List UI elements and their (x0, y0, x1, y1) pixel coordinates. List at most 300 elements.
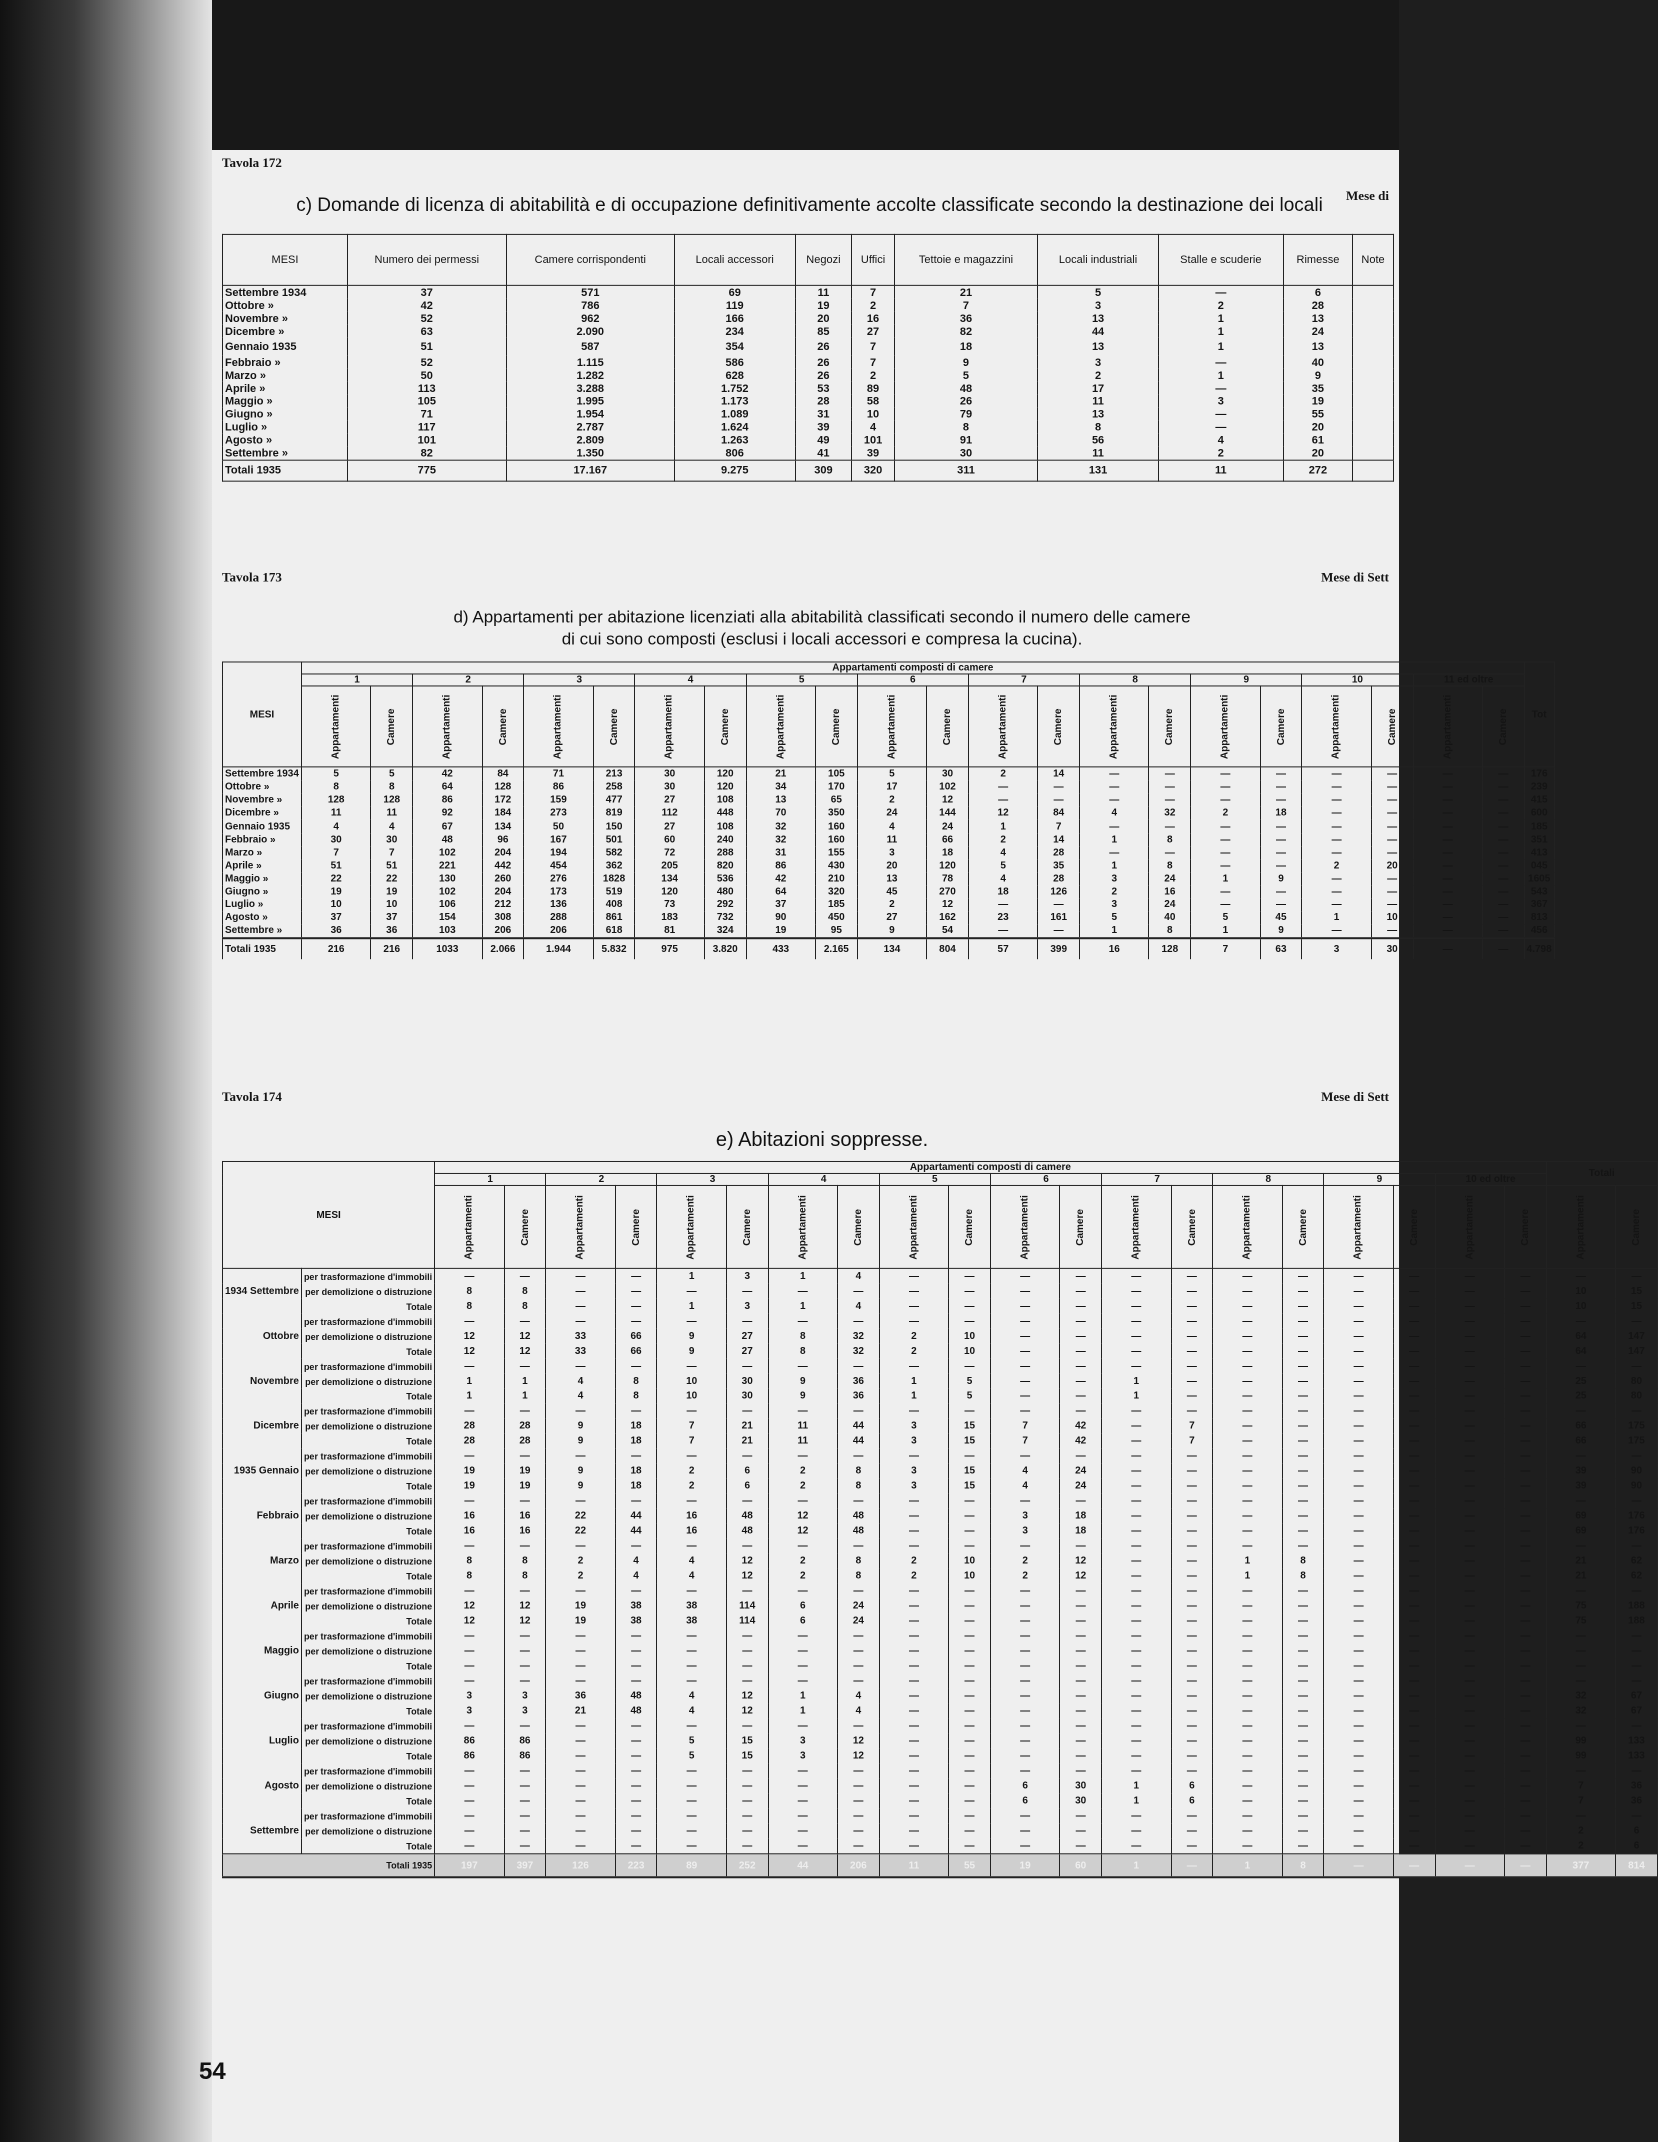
data-cell: — (1435, 1299, 1504, 1314)
appartamenti-subheader (1213, 1185, 1282, 1268)
data-cell: 8 (1038, 421, 1159, 434)
data-cell: — (1102, 1718, 1171, 1733)
data-cell: 12 (726, 1554, 768, 1569)
appartamenti-subheader-text: Appartamenti (1019, 1194, 1031, 1260)
data-cell: 2 (768, 1479, 837, 1494)
data-cell: 73 (635, 898, 704, 911)
data-cell: — (1171, 1823, 1213, 1838)
data-cell: 15 (949, 1434, 991, 1449)
data-cell: 95 (816, 924, 858, 938)
data-cell: 1 (435, 1389, 504, 1404)
data-cell: — (1504, 1838, 1546, 1853)
data-cell: — (1435, 1539, 1504, 1554)
data-cell: 30 (1060, 1778, 1102, 1793)
data-cell: — (1191, 819, 1260, 833)
data-cell: 22 (301, 872, 370, 885)
data-cell: — (1282, 1419, 1324, 1434)
data-cell: — (1413, 780, 1482, 793)
table-row (223, 806, 1555, 819)
camere-subheader (482, 686, 524, 767)
data-cell: — (1435, 1643, 1504, 1658)
data-cell: — (1504, 1823, 1546, 1838)
data-cell: 15 (1616, 1284, 1658, 1299)
data-cell: 136 (524, 898, 593, 911)
data-cell: 183 (635, 911, 704, 924)
data-cell: — (1060, 1748, 1102, 1763)
data-cell: 13 (1283, 338, 1352, 356)
data-cell: — (726, 1838, 768, 1853)
data-cell: — (768, 1778, 837, 1793)
row-kind-label: per demolizione o distruzione (301, 1284, 434, 1299)
data-cell: — (726, 1539, 768, 1554)
totals-cell: 9.275 (674, 460, 795, 481)
data-cell: 133 (1616, 1733, 1658, 1748)
data-cell: 8 (435, 1284, 504, 1299)
totals-cell: 775 (347, 460, 506, 481)
table-row (223, 1763, 1658, 1778)
data-cell: 188 (1616, 1614, 1658, 1629)
data-cell: — (1171, 1658, 1213, 1673)
data-cell: 11 (857, 833, 926, 846)
data-cell: 234 (674, 325, 795, 338)
data-cell: 15 (949, 1419, 991, 1434)
data-cell: 3 (879, 1419, 948, 1434)
data-cell: 101 (852, 434, 894, 447)
data-cell: 44 (838, 1434, 880, 1449)
data-cell: — (949, 1584, 991, 1599)
data-cell: — (768, 1539, 837, 1554)
data-cell: 90 (1616, 1464, 1658, 1479)
data-cell: — (1393, 1778, 1435, 1793)
table-row (223, 1434, 1658, 1449)
data-cell: 24 (838, 1599, 880, 1614)
data-cell: 172 (482, 793, 524, 806)
data-cell: 8 (435, 1554, 504, 1569)
row-kind-label: per demolizione o distruzione (301, 1329, 434, 1344)
data-cell: 30 (635, 767, 704, 780)
data-cell: — (1393, 1718, 1435, 1733)
data-cell: — (990, 1614, 1059, 1629)
data-cell: — (615, 1404, 657, 1419)
appartamenti-subheader-text: Appartamenti (1353, 1194, 1365, 1260)
data-cell: 42 (1060, 1434, 1102, 1449)
data-cell: 3 (435, 1703, 504, 1718)
data-cell: 28 (435, 1434, 504, 1449)
row-kind-label: per demolizione o distruzione (301, 1688, 434, 1703)
data-cell: — (949, 1703, 991, 1718)
data-cell: — (768, 1584, 837, 1599)
data-cell: 806 (674, 447, 795, 460)
totals-cell: 1 (1213, 1854, 1282, 1877)
data-cell: 30 (726, 1389, 768, 1404)
data-cell: — (1546, 1404, 1615, 1419)
table-row (223, 1419, 1658, 1434)
data-cell: — (879, 1718, 948, 1733)
data-cell: — (1371, 780, 1413, 793)
totals-cell: 377 (1546, 1854, 1615, 1877)
data-cell: — (726, 1449, 768, 1464)
data-cell: 147 (1616, 1329, 1658, 1344)
data-cell: 30 (927, 767, 969, 780)
data-cell: 113 (347, 382, 506, 395)
camere-subheader-text: Camere (1075, 1208, 1087, 1246)
data-cell: — (435, 1823, 504, 1838)
data-cell (1353, 299, 1394, 312)
data-cell: — (1504, 1629, 1546, 1644)
data-cell: — (1435, 1284, 1504, 1299)
data-cell: 7 (1171, 1419, 1213, 1434)
data-cell: — (1171, 1464, 1213, 1479)
data-cell: 4 (1158, 434, 1283, 447)
data-cell: — (657, 1808, 726, 1823)
data-cell: 21 (746, 767, 815, 780)
table-row (223, 1718, 1658, 1733)
row-kind-label: Totale (301, 1344, 434, 1359)
data-cell: 2 (990, 1569, 1059, 1584)
data-cell: 85 (795, 325, 852, 338)
data-cell: — (1213, 1703, 1282, 1718)
data-cell: — (1616, 1449, 1658, 1464)
data-cell: — (1393, 1524, 1435, 1539)
data-cell: 7 (852, 285, 894, 298)
data-cell: — (768, 1838, 837, 1853)
data-cell: 28 (504, 1419, 546, 1434)
data-cell: 48 (615, 1688, 657, 1703)
data-cell: — (949, 1284, 991, 1299)
table-row (223, 1509, 1658, 1524)
camere-subheader (1060, 1185, 1102, 1268)
data-cell: — (879, 1733, 948, 1748)
data-cell: — (1504, 1404, 1546, 1419)
data-cell: 12 (726, 1688, 768, 1703)
data-cell: 11 (371, 806, 413, 819)
table-row (223, 1404, 1658, 1419)
table-row (223, 1614, 1658, 1629)
month-label: Settembre 1934 (223, 767, 302, 780)
data-cell: — (657, 1539, 726, 1554)
table-row (223, 1479, 1658, 1494)
data-cell: — (1191, 885, 1260, 898)
data-cell: — (1260, 885, 1302, 898)
camere-subheader-text: Camere (964, 1208, 976, 1246)
data-cell: — (1482, 833, 1524, 846)
data-cell: — (546, 1359, 615, 1374)
rooms-group-header: 6 (857, 674, 968, 686)
group-header: Appartamenti composti di camere (435, 1161, 1547, 1173)
data-cell: — (1393, 1733, 1435, 1748)
data-cell: — (435, 1404, 504, 1419)
data-cell: — (990, 1658, 1059, 1673)
data-cell: — (435, 1359, 504, 1374)
data-cell: 1 (657, 1299, 726, 1314)
data-cell: — (1504, 1808, 1546, 1823)
data-cell: — (1324, 1569, 1393, 1584)
row-kind-label: Totale (301, 1838, 434, 1853)
data-cell: — (1102, 1688, 1171, 1703)
table-row (223, 434, 1394, 447)
data-cell: 51 (301, 859, 370, 872)
totals-cell: 7 (1191, 938, 1260, 959)
totals-cell: 30 (1371, 938, 1413, 959)
table-row (223, 1554, 1658, 1569)
table-row (223, 1688, 1658, 1703)
data-cell: 28 (1038, 846, 1080, 859)
data-cell: 4 (838, 1268, 880, 1283)
data-cell: — (879, 1268, 948, 1283)
data-cell: — (1060, 1449, 1102, 1464)
data-cell: 185 (1524, 819, 1554, 833)
data-cell: — (949, 1524, 991, 1539)
data-cell: — (546, 1793, 615, 1808)
totals-cell: 4.798 (1524, 938, 1554, 959)
data-cell: — (949, 1299, 991, 1314)
data-cell: 45 (1260, 911, 1302, 924)
data-cell: — (435, 1793, 504, 1808)
data-cell: — (949, 1793, 991, 1808)
data-cell: 90 (1616, 1479, 1658, 1494)
data-cell: — (1171, 1733, 1213, 1748)
appartamenti-subheader (1435, 1185, 1504, 1268)
data-cell: 1 (1302, 911, 1371, 924)
data-cell: — (1413, 911, 1482, 924)
camere-subheader-text: Camere (1275, 708, 1287, 745)
data-cell: — (1324, 1763, 1393, 1778)
data-cell: 90 (746, 911, 815, 924)
data-cell: 7 (657, 1419, 726, 1434)
data-cell: 63 (347, 325, 506, 338)
data-cell: 2 (968, 767, 1037, 780)
camere-subheader-text: Camere (719, 708, 731, 745)
data-cell: 50 (524, 819, 593, 833)
data-cell: 75 (1546, 1614, 1615, 1629)
data-cell: 3 (1080, 872, 1149, 885)
data-cell: — (1324, 1524, 1393, 1539)
data-cell: 86 (746, 859, 815, 872)
data-cell: 9 (894, 356, 1038, 369)
data-cell: — (504, 1629, 546, 1644)
data-cell: — (1213, 1808, 1282, 1823)
data-cell: — (949, 1688, 991, 1703)
data-cell: 415 (1524, 793, 1554, 806)
rooms-group-header: 5 (879, 1173, 990, 1185)
data-cell: — (435, 1629, 504, 1644)
tavola-173-title-line1: d) Appartamenti per abitazione licenziati alla abitabilità classificati secondo il numero delle camere (453, 607, 1191, 627)
data-cell: — (1393, 1434, 1435, 1449)
data-cell: — (1302, 780, 1371, 793)
data-cell: — (1191, 767, 1260, 780)
data-cell: — (1102, 1673, 1171, 1688)
camere-subheader-text: Camere (630, 1208, 642, 1246)
totals-cell: 197 (435, 1854, 504, 1877)
data-cell: — (657, 1823, 726, 1838)
data-cell: 160 (816, 819, 858, 833)
appartamenti-subheader (746, 686, 815, 767)
data-cell: 288 (704, 846, 746, 859)
data-cell: — (1171, 1479, 1213, 1494)
row-kind-label: Totale (301, 1299, 434, 1314)
data-cell: — (1324, 1479, 1393, 1494)
data-cell: — (1260, 846, 1302, 859)
data-cell: — (546, 1584, 615, 1599)
data-cell: — (657, 1629, 726, 1644)
data-cell: — (504, 1359, 546, 1374)
data-cell: 3 (1080, 898, 1149, 911)
data-cell: — (990, 1808, 1059, 1823)
totals-cell: 311 (894, 460, 1038, 481)
data-cell: 14 (1038, 833, 1080, 846)
data-cell: 9 (546, 1479, 615, 1494)
column-header: Tettoie e magazzini (894, 234, 1038, 285)
data-cell: 71 (347, 408, 506, 421)
data-cell (1353, 447, 1394, 460)
data-cell: 27 (635, 793, 704, 806)
data-cell: — (1413, 833, 1482, 846)
column-header: Camere corrispondenti (506, 234, 674, 285)
camere-subheader-text: Camere (608, 708, 620, 745)
data-cell: — (1102, 1404, 1171, 1419)
rooms-group-header: 10 (1302, 674, 1413, 686)
data-cell: — (1546, 1359, 1615, 1374)
month-label: Aprile » (223, 382, 348, 395)
data-cell: — (1191, 780, 1260, 793)
data-cell: 618 (593, 924, 635, 938)
data-cell: 1.350 (506, 447, 674, 460)
data-cell: 20 (1283, 421, 1352, 434)
data-cell: — (838, 1718, 880, 1733)
totals-cell: 134 (857, 938, 926, 959)
data-cell: — (1504, 1793, 1546, 1808)
data-cell: 3 (857, 846, 926, 859)
data-cell: 12 (927, 793, 969, 806)
data-cell: — (949, 1509, 991, 1524)
data-cell: — (768, 1673, 837, 1688)
data-cell: 48 (413, 833, 482, 846)
data-cell: 16 (504, 1524, 546, 1539)
data-cell: — (1282, 1494, 1324, 1509)
data-cell: 8 (838, 1479, 880, 1494)
data-cell: 28 (1038, 872, 1080, 885)
data-cell: 10 (1546, 1299, 1615, 1314)
data-cell: 786 (506, 299, 674, 312)
month-label: Febbraio (223, 1494, 302, 1539)
data-cell: — (1060, 1703, 1102, 1718)
data-cell: — (1435, 1389, 1504, 1404)
data-cell: — (657, 1404, 726, 1419)
data-cell: — (546, 1748, 615, 1763)
data-cell: 7 (1038, 819, 1080, 833)
data-cell: 4 (657, 1703, 726, 1718)
data-cell: — (1504, 1778, 1546, 1793)
data-cell: — (1213, 1584, 1282, 1599)
rooms-group-header: 11 ed oltre (1413, 674, 1524, 686)
rooms-group-header: 6 (990, 1173, 1101, 1185)
data-cell: — (1324, 1284, 1393, 1299)
data-cell: 45 (857, 885, 926, 898)
data-cell: — (949, 1778, 991, 1793)
data-cell: 239 (1524, 780, 1554, 793)
data-cell: — (1213, 1359, 1282, 1374)
data-cell: — (1213, 1733, 1282, 1748)
data-cell: — (1158, 408, 1283, 421)
data-cell: 20 (795, 312, 852, 325)
totals-cell: 63 (1260, 938, 1302, 959)
totals-cell: 3.820 (704, 938, 746, 959)
appartamenti-subheader-text: Appartamenti (463, 1194, 475, 1260)
data-cell: — (1213, 1434, 1282, 1449)
data-cell: 18 (1060, 1509, 1102, 1524)
data-cell: 27 (852, 325, 894, 338)
data-cell: 7 (301, 846, 370, 859)
data-cell: — (1546, 1673, 1615, 1688)
data-cell: 9 (657, 1329, 726, 1344)
data-cell: 39 (1546, 1464, 1615, 1479)
data-cell: — (1546, 1584, 1615, 1599)
data-cell: — (1393, 1763, 1435, 1778)
data-cell: — (1213, 1793, 1282, 1808)
data-cell: 292 (704, 898, 746, 911)
data-cell: 2.809 (506, 434, 674, 447)
data-cell: — (657, 1584, 726, 1599)
data-cell: 13 (746, 793, 815, 806)
table-row (223, 1299, 1658, 1314)
month-label: Dicembre (223, 1404, 302, 1449)
totals-cell: 206 (838, 1854, 880, 1877)
data-cell: — (1393, 1808, 1435, 1823)
data-cell: — (1149, 793, 1191, 806)
data-cell: 732 (704, 911, 746, 924)
data-cell: — (1504, 1464, 1546, 1479)
data-cell: — (726, 1658, 768, 1673)
data-cell: — (879, 1838, 948, 1853)
data-cell: 22 (546, 1524, 615, 1539)
data-cell: — (1171, 1703, 1213, 1718)
data-cell: 24 (1060, 1464, 1102, 1479)
data-cell: 408 (593, 898, 635, 911)
data-cell: — (1260, 859, 1302, 872)
data-cell: 12 (1060, 1554, 1102, 1569)
data-cell: 480 (704, 885, 746, 898)
table-row (223, 1599, 1658, 1614)
data-cell: 6 (1616, 1838, 1658, 1853)
data-cell: 82 (894, 325, 1038, 338)
data-cell: — (879, 1314, 948, 1329)
data-cell: — (1546, 1643, 1615, 1658)
data-cell: 8 (615, 1374, 657, 1389)
data-cell: — (879, 1748, 948, 1763)
tavola-172-title: c) Domande di licenza di abitabilità e di occupazione definitivamente accolte classificate secondo la destinazione dei locali (296, 194, 1323, 216)
data-cell: 185 (816, 898, 858, 911)
data-cell: 75 (1546, 1599, 1615, 1614)
data-cell: — (1435, 1733, 1504, 1748)
data-cell: 108 (704, 819, 746, 833)
data-cell: — (1324, 1404, 1393, 1419)
data-cell: 55 (1283, 408, 1352, 421)
month-label: Dicembre » (223, 325, 348, 338)
data-cell: — (968, 898, 1037, 911)
data-cell: 32 (746, 819, 815, 833)
data-cell: 861 (593, 911, 635, 924)
data-cell: — (1102, 1614, 1171, 1629)
table-row (223, 872, 1555, 885)
data-cell: 354 (674, 338, 795, 356)
totals-cell: 44 (768, 1854, 837, 1877)
data-cell: 12 (504, 1599, 546, 1614)
totals-label: Totali 1935 (223, 460, 348, 481)
data-cell: — (990, 1344, 1059, 1359)
month-label: Novembre » (223, 793, 302, 806)
data-cell: 10 (371, 898, 413, 911)
totals-cell: — (1393, 1854, 1435, 1877)
